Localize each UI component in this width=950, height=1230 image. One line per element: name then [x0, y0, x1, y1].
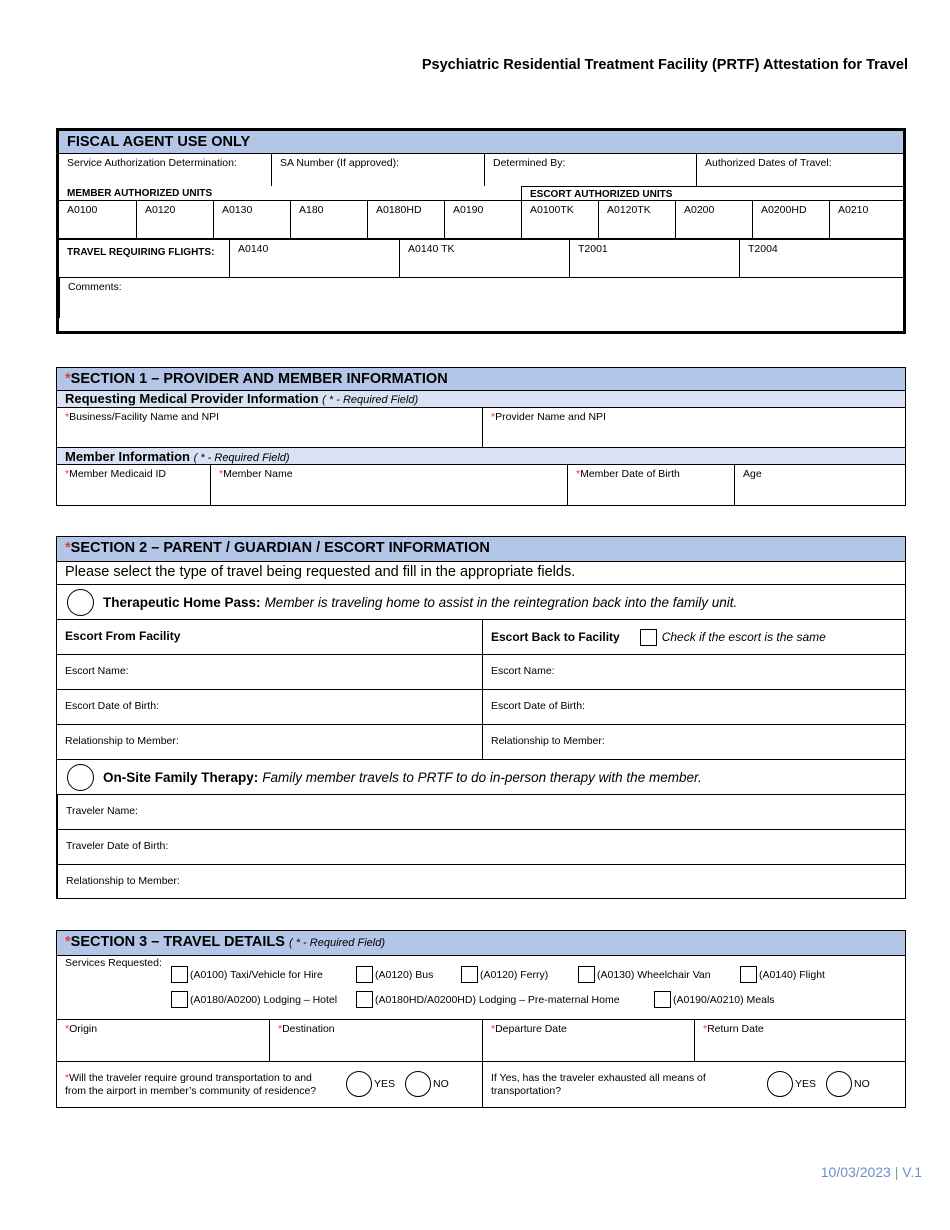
exhausted-transport-options [767, 1071, 870, 1097]
authorized-dates-field[interactable]: Authorized Dates of Travel: [696, 154, 903, 186]
service-flight-checkbox[interactable] [740, 966, 757, 983]
escort-back-name-field[interactable]: Escort Name: [482, 655, 905, 689]
service-taxi-option[interactable]: (A0100) Taxi/Vehicle for Hire [171, 966, 323, 983]
home-pass-radio[interactable] [67, 589, 94, 616]
exhausted-transport-cell [482, 1062, 905, 1107]
section-1-heading: *SECTION 1 – PROVIDER AND MEMBER INFORMATION [57, 368, 905, 391]
same-escort-label: Check if the escort is the same [661, 630, 826, 644]
exhausted-yes-radio[interactable] [767, 1071, 793, 1097]
home-pass-row [57, 584, 905, 619]
unit-code-a0120tk[interactable]: A0120TK [598, 201, 675, 238]
escort-back-relationship-field[interactable]: Relationship to Member: [482, 725, 905, 759]
ground-transport-cell [57, 1062, 482, 1107]
medicaid-id-field[interactable]: *Member Medicaid ID [65, 468, 166, 480]
member-info-subheading: Member Information ( * - Required Field) [57, 447, 905, 464]
flight-code-t2004[interactable]: T2004 [739, 240, 903, 277]
escort-from-dob-field[interactable]: Escort Date of Birth: [65, 700, 159, 712]
flight-code-t2001[interactable]: T2001 [569, 240, 739, 277]
ground-no-radio[interactable] [405, 1071, 431, 1097]
sa-number-field[interactable]: SA Number (If approved): [271, 154, 484, 186]
travel-instruction: Please select the type of travel being requested and fill in the appropriate fields. [57, 561, 905, 584]
unit-code-a0120[interactable]: A0120 [136, 201, 213, 238]
unit-code-a0130[interactable]: A0130 [213, 201, 290, 238]
escort-from-label: Escort From Facility [65, 629, 181, 643]
escort-units-label: ESCORT AUTHORIZED UNITS [521, 186, 903, 200]
fiscal-agent-box [56, 128, 906, 334]
escort-back-dob-field[interactable]: Escort Date of Birth: [482, 690, 905, 724]
services-row [57, 955, 905, 1019]
destination-field[interactable]: *Destination [269, 1020, 482, 1061]
section-1 [56, 367, 906, 506]
version-footer [821, 1164, 922, 1180]
flight-code-a0140tk[interactable]: A0140 TK [399, 240, 569, 277]
departure-date-field[interactable]: *Departure Date [482, 1020, 694, 1061]
determined-by-field[interactable]: Determined By: [484, 154, 696, 186]
ground-yes-radio[interactable] [346, 1071, 372, 1097]
home-pass-title: Therapeutic Home Pass: [103, 594, 261, 610]
units-labels-row [59, 186, 903, 200]
same-escort-checkbox[interactable] [640, 629, 657, 646]
traveler-name-field[interactable]: Traveler Name: [57, 794, 905, 829]
exhausted-yes-label: YES [795, 1078, 817, 1090]
provider-row [57, 407, 905, 447]
service-wheelchair-van-option[interactable]: (A0130) Wheelchair Van [578, 966, 711, 983]
service-flight-option[interactable]: (A0140) Flight [740, 966, 825, 983]
escort-back-label: Escort Back to Facility [491, 630, 620, 644]
business-npi-field[interactable]: *Business/Facility Name and NPI [65, 411, 220, 423]
service-bus-checkbox[interactable] [356, 966, 373, 983]
section-2-heading: *SECTION 2 – PARENT / GUARDIAN / ESCORT INFORMATION [57, 537, 905, 561]
member-dob-field[interactable]: *Member Date of Birth [567, 465, 734, 505]
flight-code-a0140[interactable]: A0140 [229, 240, 399, 277]
onsite-therapy-title: On-Site Family Therapy: [103, 769, 259, 785]
exhausted-transport-question: If Yes, has the traveler exhausted all means of transportation? [491, 1072, 706, 1097]
fiscal-fields-row [59, 154, 903, 186]
member-name-field[interactable]: *Member Name [210, 465, 567, 505]
section-2 [56, 536, 906, 899]
return-date-field[interactable]: *Return Date [694, 1020, 905, 1061]
service-meals-checkbox[interactable] [654, 991, 671, 1008]
service-prematernal-option[interactable]: (A0180HD/A0200HD) Lodging – Pre-maternal Home [356, 991, 620, 1008]
onsite-therapy-row [57, 759, 905, 794]
service-taxi-checkbox[interactable] [171, 966, 188, 983]
service-hotel-option[interactable]: (A0180/A0200) Lodging – Hotel [171, 991, 337, 1008]
document-title: Psychiatric Residential Treatment Facility (PRTF) Attestation for Travel [421, 57, 908, 73]
version-separator: | [894, 1164, 899, 1180]
service-prematernal-checkbox[interactable] [356, 991, 373, 1008]
provider-info-subheading: Requesting Medical Provider Information ( * - Required Field) [57, 391, 905, 407]
service-hotel-checkbox[interactable] [171, 991, 188, 1008]
section-3-heading: *SECTION 3 – TRAVEL DETAILS ( * - Required Field) [57, 931, 905, 955]
flights-row [59, 238, 903, 277]
ground-no-label: NO [433, 1078, 449, 1090]
escort-from-name-field[interactable]: Escort Name: [65, 665, 129, 677]
unit-code-a0190[interactable]: A0190 [444, 201, 521, 238]
ground-transport-row [57, 1061, 905, 1107]
version-number: V.1 [902, 1164, 922, 1180]
exhausted-no-radio[interactable] [826, 1071, 852, 1097]
version-date: 10/03/2023 [820, 1164, 891, 1180]
ground-transport-options [346, 1071, 449, 1097]
escort-relationship-row [57, 724, 905, 759]
age-field[interactable]: Age [734, 465, 905, 505]
traveler-dob-field[interactable]: Traveler Date of Birth: [57, 829, 905, 864]
section-3 [56, 930, 906, 1108]
service-ferry-checkbox[interactable] [461, 966, 478, 983]
services-label: Services Requested: [65, 957, 162, 969]
comments-field[interactable]: Comments: [59, 277, 903, 318]
escort-dob-row [57, 689, 905, 724]
member-units-label: MEMBER AUTHORIZED UNITS [67, 188, 213, 199]
unit-code-a0200hd[interactable]: A0200HD [752, 201, 829, 238]
flights-label: TRAVEL REQUIRING FLIGHTS: [67, 247, 215, 258]
traveler-relationship-field[interactable]: Relationship to Member: [57, 864, 905, 898]
service-wheelchair-van-checkbox[interactable] [578, 966, 595, 983]
unit-code-a0100tk[interactable]: A0100TK [521, 201, 598, 238]
exhausted-no-label: NO [854, 1078, 870, 1090]
service-bus-option[interactable]: (A0120) Bus [356, 966, 433, 983]
ground-yes-label: YES [374, 1078, 396, 1090]
service-meals-option[interactable]: (A0190/A0210) Meals [654, 991, 775, 1008]
unit-code-a0210[interactable]: A0210 [829, 201, 903, 238]
home-pass-desc: Member is traveling home to assist in the reintegration back into the family unit. [264, 594, 738, 610]
fiscal-heading: FISCAL AGENT USE ONLY [59, 131, 903, 154]
onsite-therapy-desc: Family member travels to PRTF to do in-person therapy with the member. [262, 769, 702, 785]
unit-code-a180[interactable]: A180 [290, 201, 367, 238]
origin-field[interactable]: *Origin [65, 1023, 98, 1035]
provider-npi-field[interactable]: *Provider Name and NPI [482, 408, 905, 447]
trip-row [57, 1019, 905, 1061]
unit-code-a0100[interactable]: A0100 [67, 204, 98, 216]
escort-name-row [57, 654, 905, 689]
unit-code-a0180hd[interactable]: A0180HD [367, 201, 444, 238]
onsite-therapy-radio[interactable] [67, 764, 94, 791]
unit-code-a0200[interactable]: A0200 [675, 201, 752, 238]
sa-determination-field[interactable]: Service Authorization Determination: [67, 157, 237, 169]
ground-transport-question: *Will the traveler require ground transportation to and from the airport in member’s community of residence? [65, 1072, 317, 1097]
service-ferry-option[interactable]: (A0120) Ferry) [461, 966, 548, 983]
escort-from-relationship-field[interactable]: Relationship to Member: [65, 735, 179, 747]
escort-back-header [482, 620, 905, 654]
unit-codes-row [59, 200, 903, 238]
escort-header-row [57, 619, 905, 654]
member-row [57, 464, 905, 505]
